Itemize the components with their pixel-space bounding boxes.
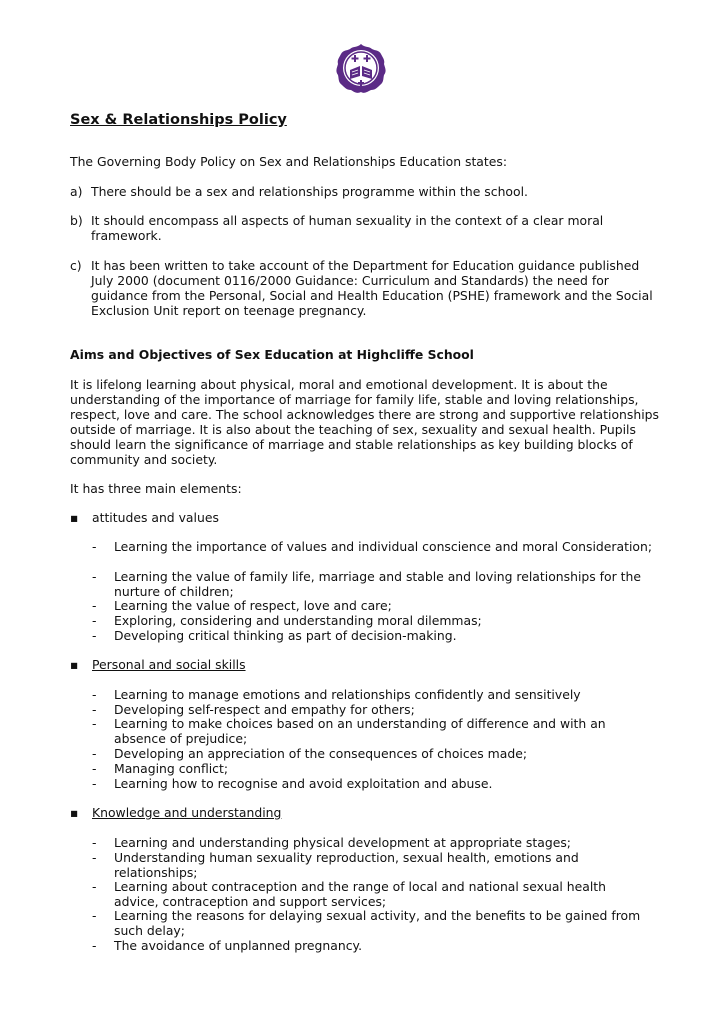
list-item-text: Learning the value of family life, marriage and stable and loving relationships for the nurture of children; xyxy=(114,569,641,599)
square-bullet-icon: ▪ xyxy=(70,510,79,525)
list-item-text: Developing self-respect and empathy for others; xyxy=(114,702,415,717)
list-item-text: Learning the importance of values and individual conscience and moral Consideration; xyxy=(114,539,653,554)
list-item-text: Learning to manage emotions and relationships confidently and sensitively xyxy=(114,687,581,702)
section-heading: attitudes and values xyxy=(92,510,219,525)
list-item-text: Managing conflict; xyxy=(114,761,229,776)
dash-marker: - xyxy=(92,746,97,761)
elements-intro: It has three main elements: xyxy=(70,481,242,496)
dash-marker: - xyxy=(92,628,97,643)
dash-marker: - xyxy=(92,569,97,584)
item-label: a) xyxy=(70,184,83,199)
item-text: It should encompass all aspects of human sexuality in the context of a clear moral framework. xyxy=(91,213,604,243)
page-title: Sex & Relationships Policy xyxy=(70,112,287,128)
item-text: There should be a sex and relationships programme within the school. xyxy=(91,184,528,199)
dash-marker: - xyxy=(92,938,97,953)
list-item-text: Developing an appreciation of the consequences of choices made; xyxy=(114,746,528,761)
list-item-text: Developing critical thinking as part of decision-making. xyxy=(114,628,457,643)
dash-marker: - xyxy=(92,598,97,613)
dash-marker: - xyxy=(92,850,97,865)
school-crest-logo xyxy=(335,42,387,94)
list-item-text: Learning the reasons for delaying sexual activity, and the benefits to be gained from such delay; xyxy=(114,908,641,938)
section-heading: Personal and social skills xyxy=(92,657,246,672)
item-label: c) xyxy=(70,258,82,273)
section-heading: Knowledge and understanding xyxy=(92,805,282,820)
dash-marker: - xyxy=(92,835,97,850)
square-bullet-icon: ▪ xyxy=(70,805,79,820)
dash-marker: - xyxy=(92,687,97,702)
dash-marker: - xyxy=(92,776,97,791)
list-item-text: Learning the value of respect, love and care; xyxy=(114,598,392,613)
intro-text: The Governing Body Policy on Sex and Relationships Education states: xyxy=(70,154,508,169)
dash-marker: - xyxy=(92,879,97,894)
list-item-text: The avoidance of unplanned pregnancy. xyxy=(114,938,363,953)
list-item-text: Learning how to recognise and avoid exploitation and abuse. xyxy=(114,776,493,791)
aims-heading: Aims and Objectives of Sex Education at Highcliffe School xyxy=(70,347,474,362)
list-item-text: Understanding human sexuality reproduction, sexual health, emotions and relationships; xyxy=(114,850,579,880)
dash-marker: - xyxy=(92,761,97,776)
list-item-text: Learning about contraception and the range of local and national sexual health advice, contraception and support services; xyxy=(114,879,607,909)
dash-marker: - xyxy=(92,613,97,628)
dash-marker: - xyxy=(92,702,97,717)
square-bullet-icon: ▪ xyxy=(70,657,79,672)
item-label: b) xyxy=(70,213,83,228)
dash-marker: - xyxy=(92,539,97,554)
aims-paragraph: It is lifelong learning about physical, moral and emotional development. It is about the understanding of the importance of marriage for family life, stable and loving relationships, respect, love and care. The school acknowledges there are strong and supportive relationships outside of marriage. It is also about the teaching of sex, sexuality and sexual health. Pupils should learn the significance of marriage and stable relationships as key building blocks of community and society. xyxy=(70,377,659,467)
list-item-text: Learning and understanding physical development at appropriate stages; xyxy=(114,835,571,850)
item-text: It has been written to take account of the Department for Education guidance published July 2000 (document 0116/2000 Guidance: Curriculum and Standards) the need for guidance from the Personal, Social and Health Education (PSHE) framework and the Social Exclusion Unit report on teenage pregnancy. xyxy=(91,258,653,318)
list-item-text: Learning to make choices based on an understanding of difference and with an absence of prejudice; xyxy=(114,716,606,746)
list-item-text: Exploring, considering and understanding moral dilemmas; xyxy=(114,613,482,628)
dash-marker: - xyxy=(92,908,97,923)
dash-marker: - xyxy=(92,716,97,731)
